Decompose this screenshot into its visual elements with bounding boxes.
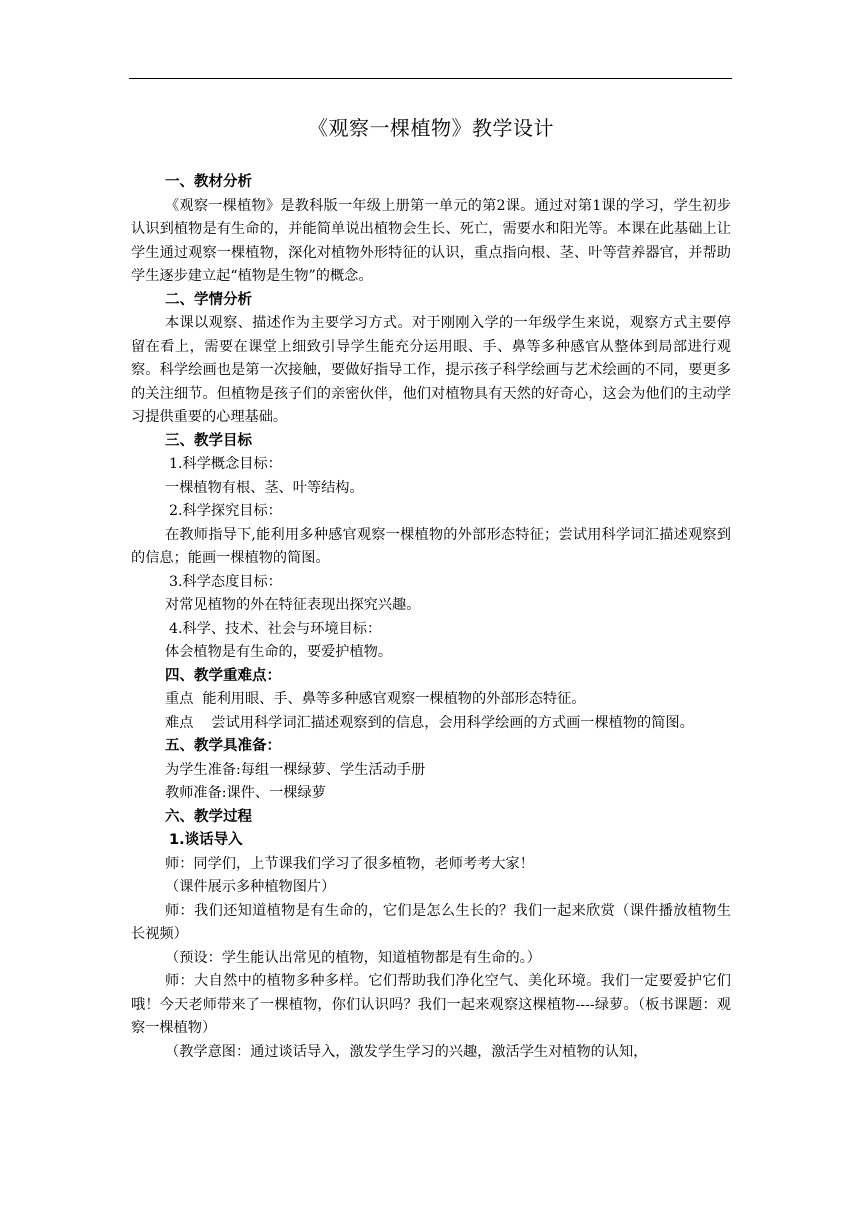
paragraph-textbook-analysis: 《观察一棵植物》是教科版一年级上册第一单元的第2课。通过对第1课的学习，学生初步认识到植物是有生命的，并能简单说出植物会生长、死亡，需要水和阳光等。本课在此基础上让学生通过观察一棵植物，深化对植物外形特征的认识，重点指向根、茎、叶等营养器官，并帮助学生逐步建立起“植物是生物”的概念。: [131, 197, 731, 284]
heading-teaching-process: 六、教学过程: [165, 808, 252, 825]
process-paragraph-1: 师：同学们，上节课我们学习了很多植物，老师考考大家！: [165, 855, 534, 872]
difficult-point-text: 难点 尝试用科学词汇描述观察到的信息，会用科学绘画的方式画一棵植物的简图。: [165, 714, 694, 731]
goal-3-text: 对常见植物的外在特征表现出探究兴趣。: [165, 597, 421, 613]
heading-student-analysis: 二、学情分析: [165, 291, 252, 308]
goal-4-text: 体会植物是有生命的，要爱护植物。: [165, 644, 393, 660]
process-paragraph-5: 师：大自然中的植物多种多样。它们帮助我们净化空气、美化环境。我们一定要爱护它们哦！今天老师带来了一棵植物，你们认识吗？我们一起来观察这棵植物----绿萝。（板书课题：观察一棵植物）: [131, 973, 731, 1036]
document-title: 《观察一棵植物》教学设计: [308, 116, 554, 140]
document-page: [131, 112, 731, 1064]
heading-key-difficult-points: 四、教学重难点：: [165, 667, 281, 684]
heading-materials: 五、教学具准备：: [165, 738, 281, 754]
heading-textbook-analysis: 一、教材分析: [165, 174, 252, 190]
process-paragraph-3: 师：我们还知道植物是有生命的，它们是怎么生长的？我们一起来欣赏（课件播放植物生长视频）: [131, 902, 731, 942]
process-paragraph-4: （预设：学生能认出常见的植物，知道植物都是有生命的。）: [165, 949, 541, 966]
paragraph-student-analysis: 本课以观察、描述作为主要学习方式。对于刚刚入学的一年级学生来说，观察方式主要停留在看上，需要在课堂上细致引导学生能充分运用眼、手、鼻等多种感官从整体到局部进行观察。科学绘画也是第一次接触，要做好指导工作，提示孩子科学绘画与艺术绘画的不同，要更多的关注细节。但植物是孩子们的亲密伙伴，他们对植物具有天然的好奇心，这会为他们的主动学习提供重要的心理基础。: [131, 315, 731, 425]
goal-2-label: 2.科学探究目标：: [169, 503, 282, 519]
materials-students: 为学生准备:每组一棵绿萝、学生活动手册: [165, 761, 426, 778]
goal-1-label: 1.科学概念目标：: [169, 456, 282, 472]
materials-teacher: 教师准备:课件、一棵绿萝: [165, 785, 326, 801]
heading-teaching-goals: 三、教学目标: [165, 432, 252, 449]
goal-4-label: 4.科学、技术、社会与环境目标：: [169, 620, 382, 637]
goal-2-text: 在教师指导下,能利用多种感官观察一棵植物的外部形态特征；尝试用科学词汇描述观察到的信息；能画一棵植物的简图。: [131, 526, 731, 566]
process-paragraph-2: （课件展示多种植物图片）: [165, 879, 336, 895]
process-paragraph-6: （教学意图：通过谈话导入，激发学生学习的兴趣，激活学生对植物的认知，: [165, 1043, 648, 1060]
key-point-text: 重点 能利用眼、手、鼻等多种感官观察一棵植物的外部形态特征。: [165, 691, 586, 707]
goal-1-text: 一棵植物有根、茎、叶等结构。: [165, 479, 364, 496]
step-1-heading: 1.谈话导入: [169, 832, 243, 848]
header-rule: [129, 78, 732, 79]
goal-3-label: 3.科学态度目标：: [169, 573, 282, 590]
